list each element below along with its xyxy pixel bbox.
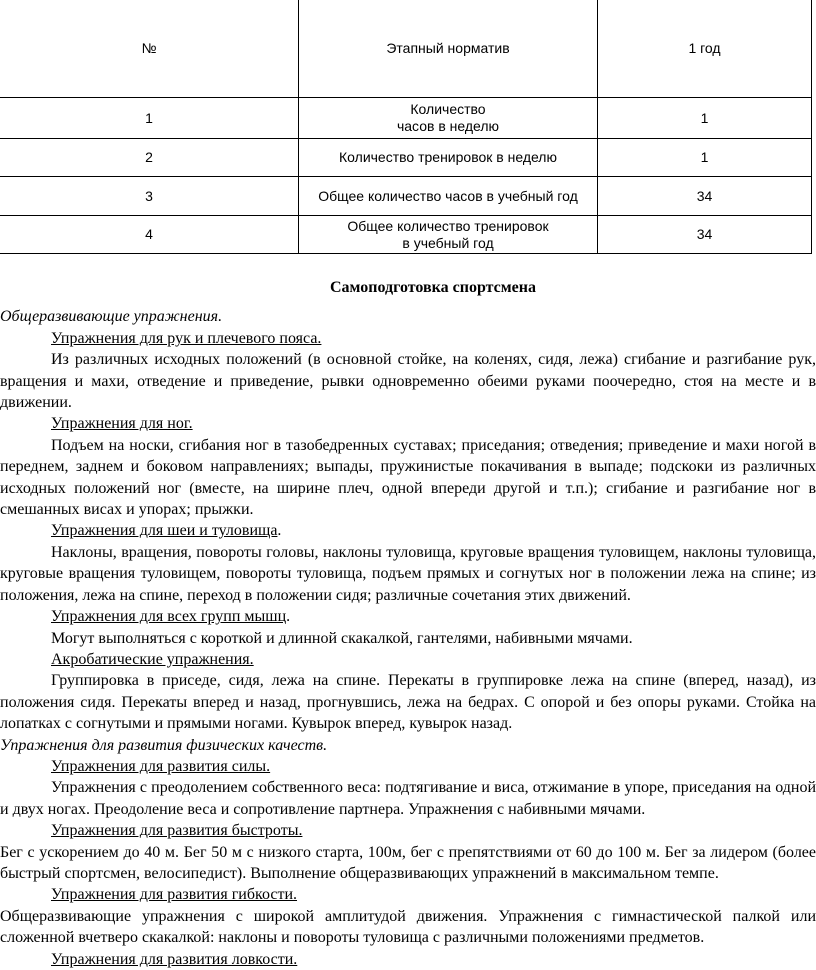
subheading-neck: Упражнения для шеи и туловища [51,522,278,540]
paragraph-acrobatic: Группировка в приседе, сидя, лежа на спине. Перекаты в группировке лежа на спине (вперед, назад), из положения сидя. Перекаты вперед и назад, прогнувшись, лежа на бедрах. С опорой и без опоры руками. Стойка на лопатках с согнутыми и прямыми ногами. Кувырок вперед, кувырок назад. [0,672,816,733]
paragraph-flexibility: Общеразвивающие упражнения с широкой амплитудой движения. Упражнения с гимнастической палкой или сложенной вчетверо скакалкой: наклоны и повороты туловища с различными положениями предметов. [0,907,816,947]
subheading-legs: Упражнения для ног. [51,415,193,433]
paragraph-arms: Из различных исходных положений (в основной стойке, на коленях, сидя, лежа) сгибание и разгибание рук, вращения и махи, отведение и приведение, рывки одновременно обеими руками поочередно, стоя на месте и в движении. [0,351,816,412]
row-num: 2 [0,139,299,177]
row-norm-line2: в учебный год [402,234,494,251]
paragraph-speed: Бег с ускорением до 40 м. Бег 50 м с низкого старта, 100м, бег с препятствиями от 60 до 100 м. Бег за лидером (более быстрый спортсмен, велосипедист). Выполнение общеразвивающих упражнений в максимальном темпе. [0,843,816,882]
table-row [0,177,812,216]
row-norm: Общее количество часов в учебный год [299,177,598,216]
row-value: 34 [598,216,812,254]
subheading-acrobatic: Акробатические упражнения. [51,650,254,668]
row-value: 1 [598,139,812,177]
row-value: 1 [598,98,812,139]
subheading-all-muscles: Упражнения для всех групп мышц [51,608,287,626]
row-num: 4 [0,216,299,254]
header-year: 1 год [598,0,812,98]
subheading-flexibility: Упражнения для развития гибкости. [51,886,298,904]
row-norm-line2: часов в неделю [396,118,500,134]
paragraph-neck: Наклоны, вращения, повороты головы, наклоны туловища, круговые вращения туловищем, наклоны туловища, круговые вращения туловищем, повороты туловища, подъем прямых и согнутых ног в положении лежа на спине; из положения, лежа на спине, переход в положении сидя; различные сочетания этих движений. [0,543,816,604]
subheading-strength: Упражнения для развития силы. [51,757,271,775]
subheading-speed: Упражнения для развития быстроты. [51,822,303,840]
page-title: Самоподготовка спортсмена [330,279,536,296]
section-heading-general: Общеразвивающие упражнения. [0,308,223,326]
table-header-row [0,0,812,98]
header-norm: Этапный норматив [299,0,598,98]
norms-table [0,0,812,254]
header-num: № [0,0,299,98]
row-norm-line1: Количество [410,101,486,117]
paragraph-legs: Подъем на носки, сгибания ног в тазобедренных суставах; приседания; отведения; приведение и махи ногой в переднем, заднем и боковом направлениях; выпады, пружинистые покачивания в выпаде; подскоки из различных исходных положений ног (вместе, на ширине плеч, одной впереди другой и т.п.); сгибание и разгибание ног в смешанных висах и упорах; прыжки. [0,436,816,519]
row-num: 1 [0,98,299,139]
row-norm [299,98,598,139]
table-row [0,216,812,254]
row-norm: Количество тренировок в неделю [299,139,598,177]
paragraph-strength: Упражнения с преодолением собственного веса: подтягивание и виса, отжимание в упоре, приседания на одной и двух ногах. Преодоление веса и сопротивление партнера. Упражнения с набивными мячами. [0,779,816,818]
document-body: Самоподготовка спортсмена Общеразвивающие упражнения. Упражнения для рук и плечевого пояса. Из различных исходных положений (в основной стойке, на коленях, сидя, лежа) сгибание и разгибание рук, вращения и махи, отведение и приведение, рывки одновременно обеими руками поочередно, стоя на месте и в движении. Упражнения для ног. Подъем на носки, сгибания ног в тазобедренных суставах; приседания; отведения; приведение и махи ногой в переднем, заднем и боковом направлениях; выпады, пружинистые покачивания в выпаде; подскоки из различных исходных положений ног (вместе, на ширине плеч, одной впереди другой и т.п.); сгибание и разгибание ног в смешанных висах и упорах; прыжки. Упражнения для шеи и туловища. Наклоны, вращения, повороты головы, наклоны туловища, круговые вращения туловищем, наклоны туловища, круговые вращения туловищем, повороты туловища, подъем прямых и согнутых ног в положении лежа на спине; из положения, лежа на спине, переход в положении сидя; различные сочетания этих движений. Упражнения для всех групп мышц. Могут выполняться с короткой и длинной скакалкой, гантелями, набивными мячами. Акробатические упражнения. Группировка в приседе, сидя, лежа на спине. Перекаты в группировке лежа на спине (вперед, назад), из положения сидя. Перекаты вперед и назад, прогнувшись, лежа на бедрах. С опорой и без опоры руками. Стойка на лопатках с согнутыми и прямыми ногами. Кувырок вперед, кувырок назад. Упражнения для развития физических качеств. Упражнения для развития силы. Упражнения с преодолением собственного веса: подтягивание и виса, отжимание в упоре, приседания на одной и двух ногах. Преодоление веса и сопротивление партнера. Упражнения с набивными мячами. Упражнения для развития быстроты. Бег с ускорением до 40 м. Бег 50 м с низкого старта, 100м, бег с препятствиями от 60 до 100 м. Бег за лидером (более быстрый спортсмен, велосипедист). Выполнение общеразвивающих упражнений в максимальном темпе. Упражнения для развития гибкости. Общеразвивающие упражнения с широкой амплитудой движения. Упражнения с гимнастической палкой или сложенной вчетверо скакалкой: наклоны и повороты туловища с различными положениями предметов. Упражнения для развития ловкости. [0,279,816,968]
row-num: 3 [0,177,299,216]
row-norm-line1: Общее количество тренировок [347,217,549,234]
row-value: 34 [598,177,812,216]
subheading-agility: Упражнения для развития ловкости. [51,950,298,968]
section-heading-physical: Упражнения для развития физических качеств. [0,736,328,754]
paragraph-all-muscles: Могут выполняться с короткой и длинной скакалкой, гантелями, набивными мячами. [51,629,633,647]
table-row [0,98,812,139]
subheading-arms: Упражнения для рук и плечевого пояса. [51,329,322,347]
table-row [0,139,812,177]
row-norm [299,216,598,254]
